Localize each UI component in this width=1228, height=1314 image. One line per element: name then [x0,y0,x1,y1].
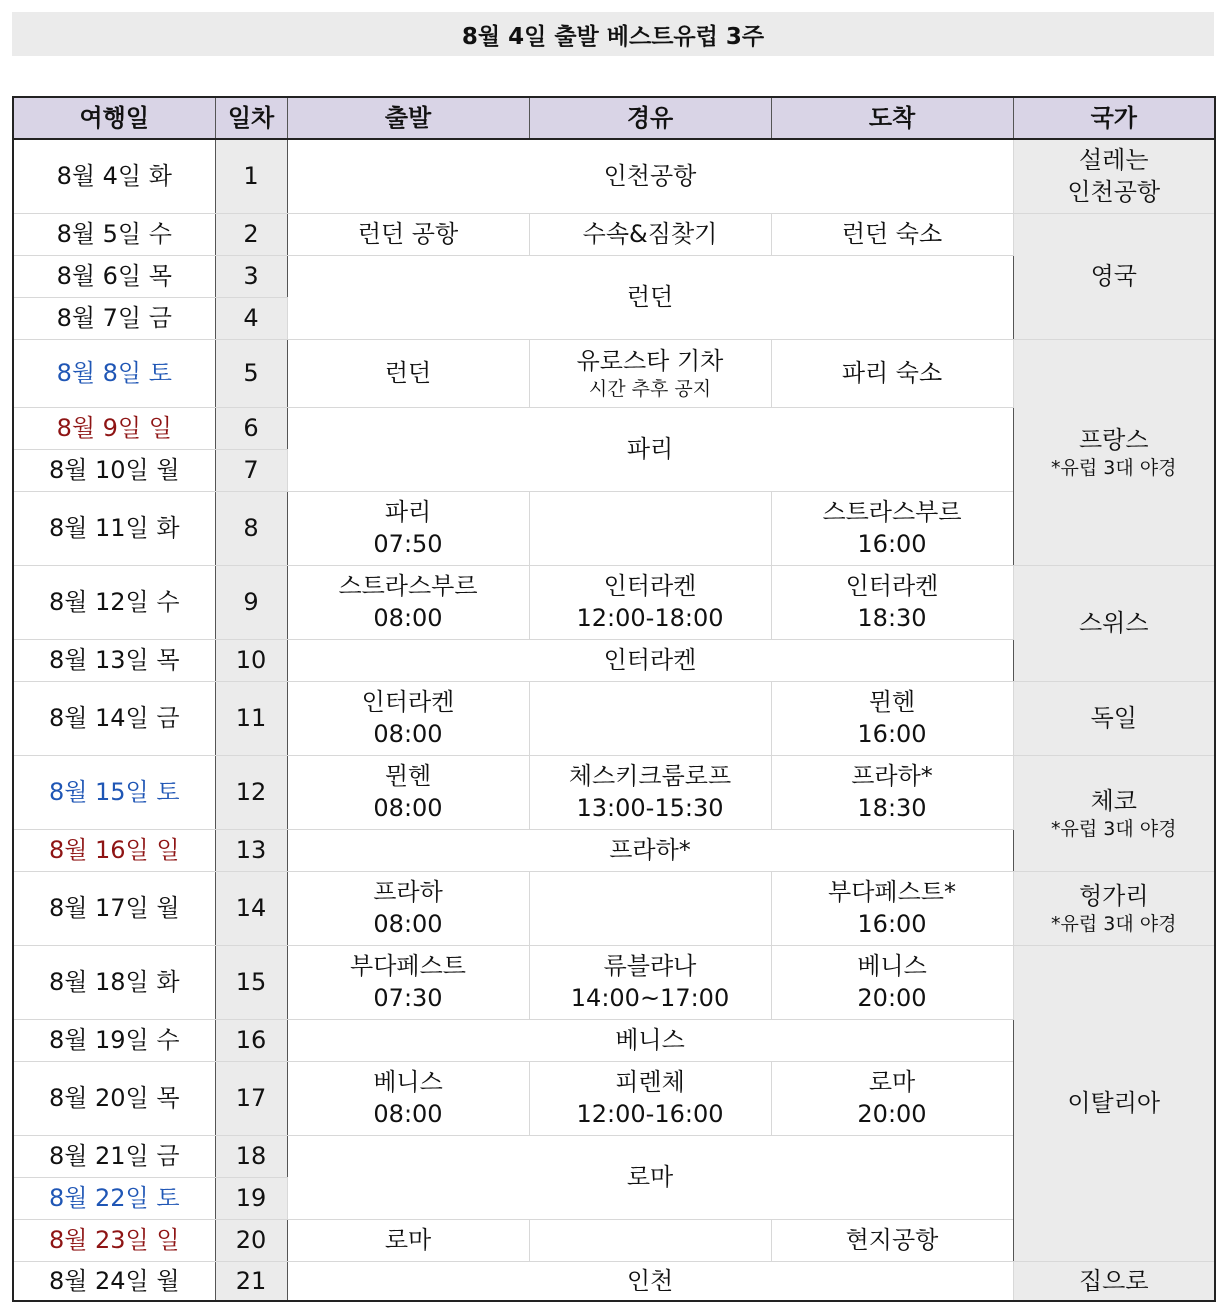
arrival-place: 프라하* [851,762,933,790]
day-cell: 15 [215,945,287,1019]
arrival-cell [771,1061,1013,1135]
table-row [13,1261,1215,1301]
country-cell [1013,871,1215,945]
location-cell: 베니스 [287,1019,1013,1061]
via-cell [529,491,771,565]
country-cell [1013,755,1215,871]
departure-cell: 런던 [287,339,529,407]
arrival-place: 부다페스트* [828,878,956,906]
arrival-place: 인터라켄 [845,572,939,600]
date-cell: 8월 17일 월 [13,871,215,945]
arrival-place: 로마 [868,1068,916,1096]
day-cell: 6 [215,407,287,449]
departure-cell: 런던 공항 [287,213,529,255]
country-cell: 스위스 [1013,565,1215,681]
day-cell: 16 [215,1019,287,1061]
date-cell: 8월 18일 화 [13,945,215,1019]
country-note: *유럽 3대 야경 [1051,913,1177,935]
day-cell: 7 [215,449,287,491]
via-place: 인터라켄 [603,572,697,600]
via-cell [529,1219,771,1261]
date-cell: 8월 21일 금 [13,1135,215,1177]
table-row [13,565,1215,639]
day-cell: 20 [215,1219,287,1261]
table-row [13,755,1215,829]
itinerary-table [12,96,1216,1302]
arrival-time: 16:00 [857,530,927,558]
arrival-cell [771,491,1013,565]
departure-place: 프라하 [373,878,443,906]
page-title-bar [12,12,1214,56]
date-cell: 8월 8일 토 [13,339,215,407]
arrival-time: 16:00 [857,910,927,938]
day-cell: 5 [215,339,287,407]
header-country: 국가 [1013,97,1215,139]
location-cell: 로마 [287,1135,1013,1219]
date-cell: 8월 11일 화 [13,491,215,565]
table-row [13,213,1215,255]
header-via: 경유 [529,97,771,139]
departure-time: 08:00 [373,720,443,748]
table-row [13,339,1215,407]
via-cell [529,755,771,829]
via-time: 12:00-16:00 [576,1100,724,1128]
table-header-row [13,97,1215,139]
arrival-cell: 현지공항 [771,1219,1013,1261]
day-cell: 8 [215,491,287,565]
country-cell: 영국 [1013,213,1215,339]
departure-cell [287,755,529,829]
via-cell: 수속&짐찾기 [529,213,771,255]
arrival-cell [771,755,1013,829]
table-row [13,139,1215,213]
via-note: 시간 추후 공지 [588,378,712,400]
arrival-cell: 파리 숙소 [771,339,1013,407]
day-cell: 10 [215,639,287,681]
day-cell: 12 [215,755,287,829]
country-name-line2: 인천공항 [1067,178,1161,207]
date-cell: 8월 24일 월 [13,1261,215,1301]
via-place: 류블랴나 [603,952,697,980]
departure-place: 스트라스부르 [338,572,478,600]
day-cell: 14 [215,871,287,945]
header-arrival: 도착 [771,97,1013,139]
table-row [13,871,1215,945]
date-cell: 8월 15일 토 [13,755,215,829]
arrival-cell: 런던 숙소 [771,213,1013,255]
date-cell: 8월 5일 수 [13,213,215,255]
date-cell: 8월 19일 수 [13,1019,215,1061]
departure-place: 인터라켄 [361,688,455,716]
arrival-time: 18:30 [857,794,927,822]
location-cell: 파리 [287,407,1013,491]
via-place: 체스키크룸로프 [568,762,732,790]
departure-time: 08:00 [373,604,443,632]
day-cell: 4 [215,297,287,339]
arrival-time: 20:00 [857,984,927,1012]
country-cell: 독일 [1013,681,1215,755]
arrival-cell [771,945,1013,1019]
via-place: 피렌체 [615,1068,685,1096]
country-name: 헝가리 [1078,882,1149,910]
departure-time: 08:00 [373,794,443,822]
date-cell: 8월 9일 일 [13,407,215,449]
departure-place: 파리 [384,498,432,526]
location-cell: 인터라켄 [287,639,1013,681]
day-cell: 17 [215,1061,287,1135]
date-cell: 8월 22일 토 [13,1177,215,1219]
arrival-time: 18:30 [857,604,927,632]
arrival-place: 뮌헨 [868,688,916,716]
table-row [13,681,1215,755]
arrival-cell [771,565,1013,639]
location-cell: 인천공항 [287,139,1013,213]
via-time: 12:00-18:00 [576,604,724,632]
day-cell: 3 [215,255,287,297]
country-name: 체코 [1090,787,1137,815]
via-cell [529,1061,771,1135]
departure-time: 07:30 [373,984,443,1012]
country-cell [1013,339,1215,565]
date-cell: 8월 7일 금 [13,297,215,339]
date-cell: 8월 13일 목 [13,639,215,681]
country-cell: 집으로 [1013,1261,1215,1301]
departure-place: 뮌헨 [384,762,432,790]
header-day: 일차 [215,97,287,139]
header-date: 여행일 [13,97,215,139]
via-cell [529,565,771,639]
departure-cell: 로마 [287,1219,529,1261]
departure-place: 부다페스트 [350,952,466,980]
departure-time: 08:00 [373,1100,443,1128]
arrival-time: 20:00 [857,1100,927,1128]
day-cell: 2 [215,213,287,255]
day-cell: 19 [215,1177,287,1219]
departure-time: 08:00 [373,910,443,938]
date-cell: 8월 16일 일 [13,829,215,871]
location-cell: 프라하* [287,829,1013,871]
country-note: *유럽 3대 야경 [1051,818,1177,840]
day-cell: 1 [215,139,287,213]
location-cell: 인천 [287,1261,1013,1301]
date-cell: 8월 12일 수 [13,565,215,639]
via-name: 유로스타 기차 [576,347,724,375]
departure-cell [287,491,529,565]
country-cell: 이탈리아 [1013,945,1215,1261]
via-cell [529,339,771,407]
day-cell: 13 [215,829,287,871]
departure-cell [287,945,529,1019]
arrival-cell [771,871,1013,945]
departure-cell [287,681,529,755]
via-time: 13:00-15:30 [576,794,724,822]
via-cell [529,871,771,945]
via-cell [529,681,771,755]
day-cell: 11 [215,681,287,755]
location-cell: 런던 [287,255,1013,339]
header-departure: 출발 [287,97,529,139]
arrival-cell [771,681,1013,755]
date-cell: 8월 23일 일 [13,1219,215,1261]
country-name: 프랑스 [1078,426,1149,454]
arrival-time: 16:00 [857,720,927,748]
date-cell: 8월 14일 금 [13,681,215,755]
date-cell: 8월 6일 목 [13,255,215,297]
date-cell: 8월 4일 화 [13,139,215,213]
day-cell: 21 [215,1261,287,1301]
via-time: 14:00~17:00 [570,984,730,1012]
via-cell [529,945,771,1019]
date-cell: 8월 10일 월 [13,449,215,491]
day-cell: 9 [215,565,287,639]
arrival-place: 스트라스부르 [822,498,962,526]
country-note: *유럽 3대 야경 [1051,457,1177,479]
day-cell: 18 [215,1135,287,1177]
departure-time: 07:50 [373,530,443,558]
departure-cell [287,1061,529,1135]
departure-place: 베니스 [373,1068,443,1096]
country-cell [1013,139,1215,213]
date-cell: 8월 20일 목 [13,1061,215,1135]
departure-cell [287,871,529,945]
page-title: 8월 4일 출발 베스트유럽 3주 [461,23,765,50]
departure-cell [287,565,529,639]
arrival-place: 베니스 [857,952,927,980]
country-name: 설레는 [1078,146,1149,175]
table-row [13,945,1215,1019]
